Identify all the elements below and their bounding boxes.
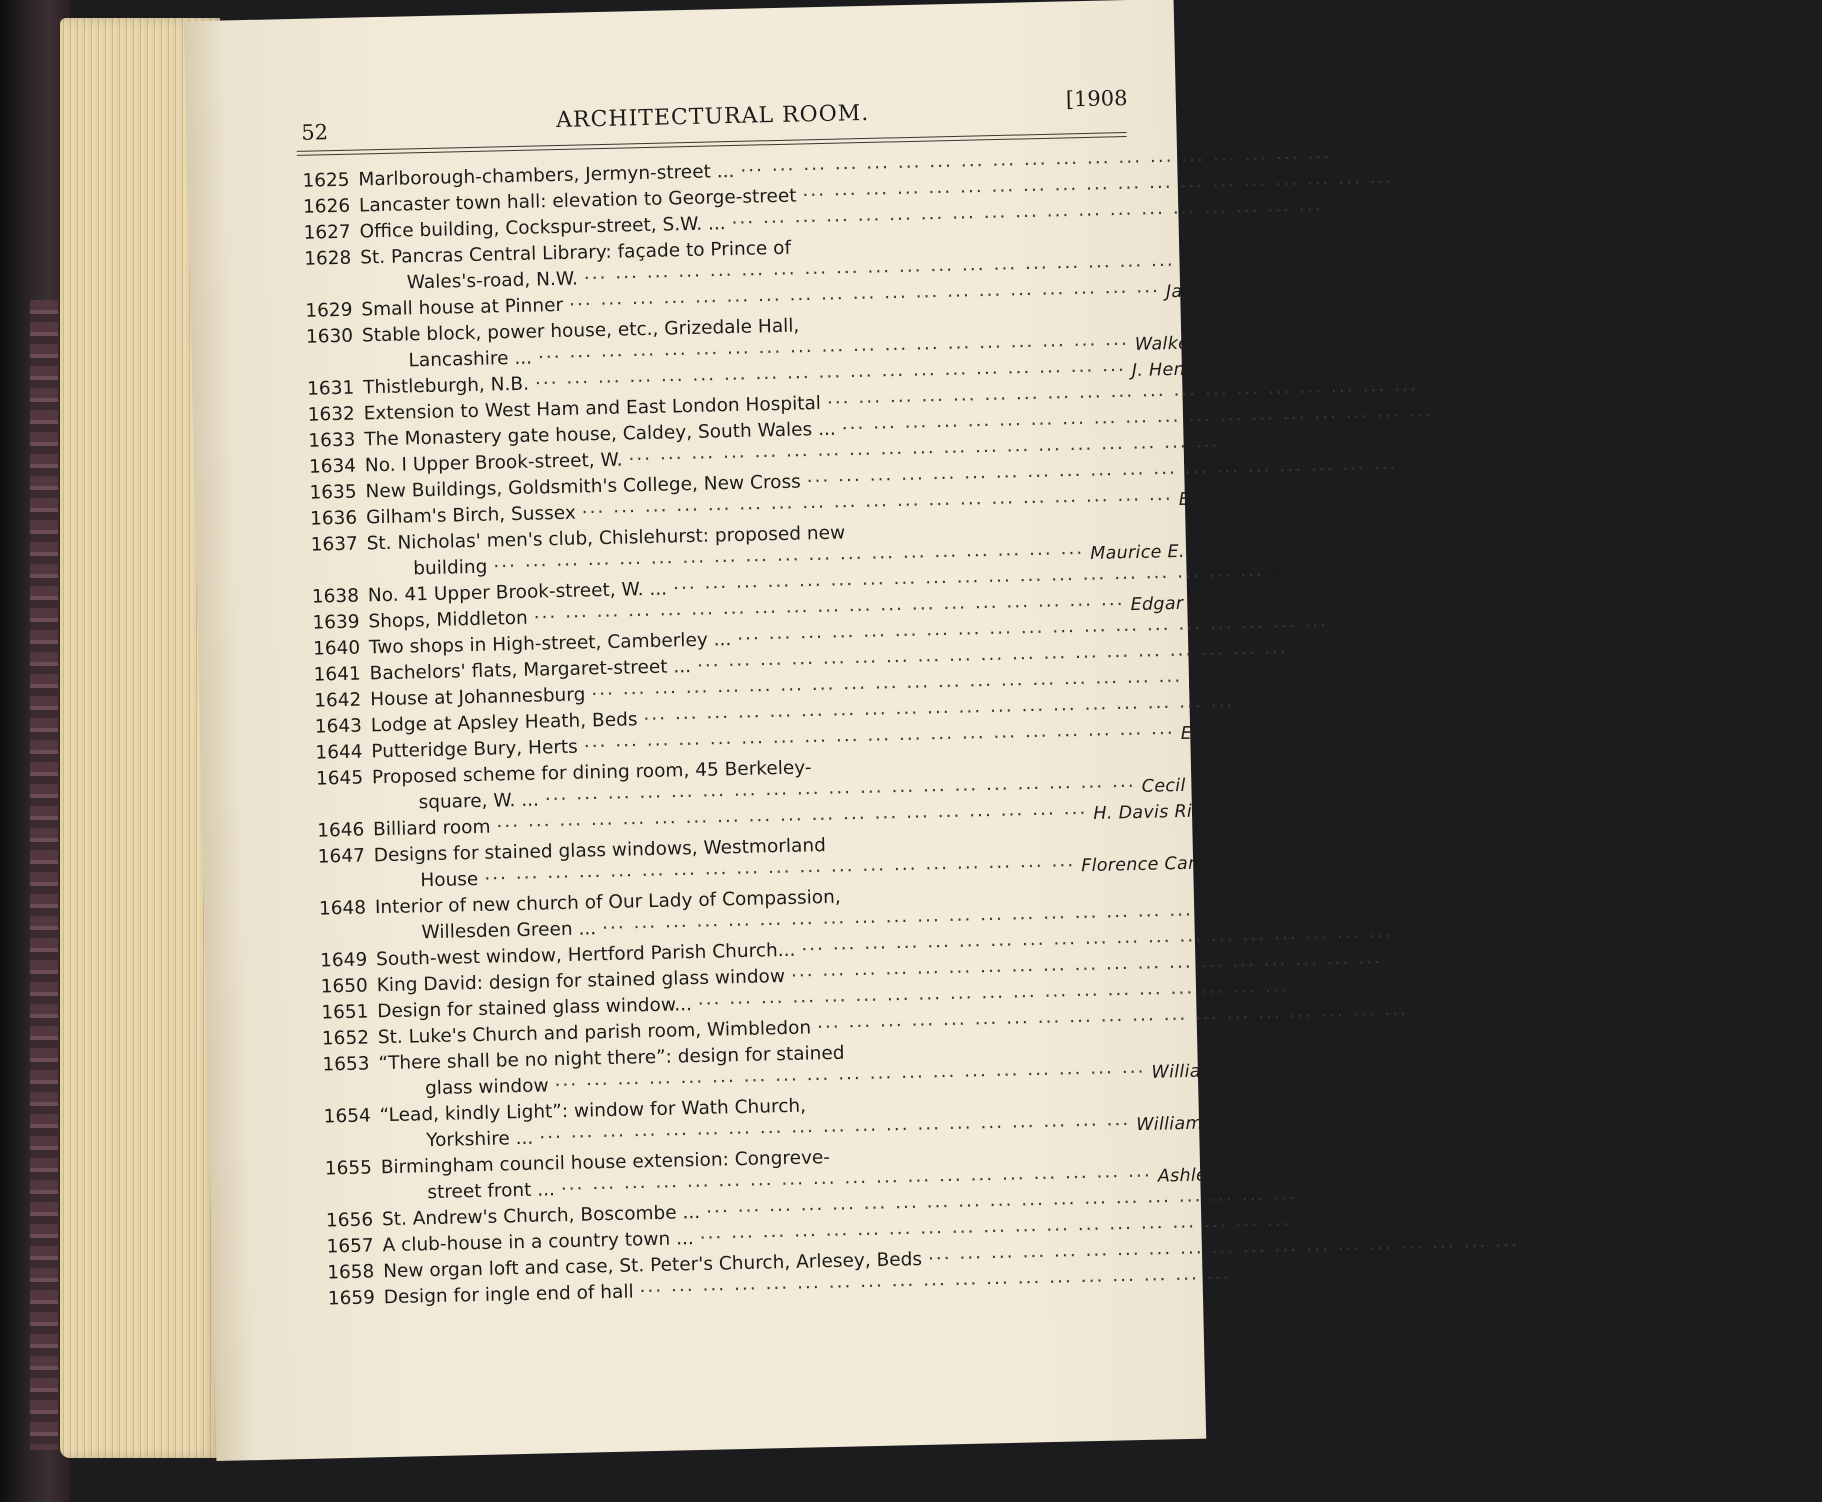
entry-title: square, W. ... (418, 789, 540, 814)
entry-number: 1654 (323, 1105, 372, 1128)
entry-number: 1635 (309, 481, 357, 504)
running-head: ARCHITECTURAL ROOM. (555, 100, 870, 133)
entry-title: Lodge at Apsley Heath, Beds (370, 709, 638, 737)
entry-author: H. Davis Richter (1093, 800, 1240, 824)
entry-title: New organ loft and case, St. Peter's Church, Arlesey, Beds (382, 1248, 923, 1283)
entry-author: Baker and Masey (1187, 668, 1344, 692)
entry-number: 1652 (321, 1027, 370, 1050)
entry-number: 1658 (326, 1261, 375, 1284)
entry-number: 1628 (303, 247, 352, 270)
entry-title: No. I Upper Brook-street, W. (364, 449, 623, 477)
entry-title: Small house at Pinner (361, 294, 564, 321)
entry-number: 1625 (302, 169, 350, 192)
entry-author: William J. Delvin (1198, 902, 1347, 926)
entry-number: 1657 (326, 1235, 374, 1258)
entry-number: 1655 (324, 1157, 373, 1180)
entry-number: 1626 (302, 195, 351, 218)
entry-title: Yorkshire ... (426, 1127, 534, 1152)
entry-title: No. 41 Upper Brook-street, W. ... (367, 578, 668, 607)
entry-title: St. Nicholas' men's club, Chislehurst: proposed new (366, 522, 846, 555)
entry-number: 1647 (317, 845, 366, 868)
entry-title: Gilham's Birch, Sussex (365, 502, 577, 529)
entry-author: H. R. and B. A. Poulter (1333, 611, 1536, 637)
entry-title: South-west window, Hertford Parish Church... (375, 939, 796, 971)
entry-author: Ernest George and Yeates (1180, 718, 1415, 744)
entry-number: 1650 (320, 975, 369, 998)
entry-author: Walker, Carter, and Walker (1134, 329, 1376, 355)
entry-author: Russell and Cooper (1180, 251, 1356, 276)
entry-author: Florence Camm (1080, 853, 1223, 877)
entry-title: Billiard room (372, 816, 491, 841)
entry-number: 1648 (318, 897, 367, 920)
entry-number: 1646 (316, 819, 365, 842)
entry-author: Arthur T. Bolton (1328, 197, 1471, 221)
entry-title: Interior of new church of Our Lady of Compassion, (374, 886, 841, 919)
entry-author: Wimperis and Best (1225, 433, 1396, 457)
entry-number: 1651 (321, 1001, 369, 1024)
entry-number: 1640 (312, 637, 361, 660)
entry-title: glass window (424, 1075, 549, 1100)
entry-author: Alexander Gascoyne (1294, 977, 1481, 1002)
entry-author: Shrigley and Hunt (1398, 923, 1562, 948)
entry-title: St. Andrew's Church, Boscombe ... (381, 1202, 701, 1231)
entry-number: 1653 (322, 1053, 370, 1076)
entry-title: The Monastery gate house, Caldey, South Wales ... (364, 418, 836, 451)
entry-number: 1633 (308, 429, 356, 452)
entry-number: 1656 (325, 1209, 374, 1232)
entry-author: Simpson and Ayrton (1293, 639, 1477, 664)
entry-author: R. Selden Wornum (1269, 562, 1438, 586)
entry-author: T. Geoffry Lucas (1524, 1233, 1671, 1257)
entry-title: Lancashire ... (408, 347, 533, 372)
entry-author: Edgar Wood (1130, 592, 1241, 616)
entry-title: Design for ingle end of hall (383, 1281, 634, 1309)
entry-title: Birmingham council house extension: Congreve- (380, 1147, 831, 1179)
entry-author: J. Henry Sellers (1131, 357, 1270, 381)
entry-author: Percival T. Hildesley (1236, 1264, 1418, 1289)
header-rule (297, 136, 1127, 156)
entry-title: Putteridge Bury, Herts (371, 736, 579, 763)
entry-title: Designs for stained glass windows, Westmorland (373, 835, 827, 867)
entry-number: 1639 (312, 611, 360, 634)
entry-title: “There shall be no night there”: design for stained (378, 1042, 845, 1075)
entry-title: Proposed scheme for dining room, 45 Berkeley- (371, 757, 812, 789)
entry-number: 1641 (313, 663, 361, 686)
entry-number: 1637 (310, 533, 359, 556)
entry-title: King David: design for stained glass window (376, 966, 786, 997)
entry-title: Bachelors' flats, Margaret-street ... (369, 656, 692, 685)
page-number: 52 (301, 120, 329, 145)
header-rule (297, 132, 1127, 152)
entry-author: Cecil G. Hare (1141, 774, 1261, 797)
entry-author: William Glasby (1151, 1059, 1286, 1083)
entry-author: Leslie Mansfield (1296, 1212, 1442, 1236)
entry-number: 1634 (308, 455, 357, 478)
entry-author: The late E. W. Mountford and F. D. Clapham (1399, 163, 1794, 193)
entry-title: St. Luke's Church and parish room, Wimbledon (377, 1017, 812, 1049)
catalogue-list (302, 144, 1794, 1315)
entry-title: building (413, 556, 488, 580)
entry-title: “Lead, kindly Light”: window for Wath Church, (379, 1095, 807, 1127)
entry-author: J. O. Scott, Son, and Miles (1302, 1184, 1536, 1210)
entry-title: Stable block, power house, etc., Grizedale Hall, (361, 315, 800, 347)
entry-number: 1629 (305, 299, 353, 322)
book-page (184, 0, 1794, 1461)
entry-number: 1643 (314, 715, 363, 738)
entry-title: street front ... (427, 1179, 556, 1204)
entry-number: 1636 (309, 507, 358, 530)
entry-author: Ashley and Newman (1157, 1162, 1343, 1187)
entry-author: William Glasby (1135, 1112, 1271, 1136)
entry-title: Office building, Cockspur-street, S.W. ... (359, 213, 726, 243)
entry-number: 1649 (319, 949, 368, 972)
entry-title: Design for stained glass window... (377, 994, 693, 1023)
entry-title: House at Johannesburg (369, 684, 586, 711)
spine-binding (30, 300, 58, 1450)
entry-title: Shops, Middleton (368, 607, 529, 633)
entry-title: A club-house in a country town ... (382, 1228, 694, 1257)
entry-author: J. Coates Carter (1438, 402, 1581, 427)
entry-title: New Buildings, Goldsmith's College, New Cross (365, 471, 801, 503)
entry-number: 1638 (311, 585, 360, 608)
entry-number: 1659 (327, 1287, 376, 1310)
entry-number: 1631 (306, 377, 355, 400)
entry-author: Adams and Holden (1423, 376, 1595, 401)
entry-author: Reginald Blomfield, A. (1403, 454, 1605, 479)
entry-title: Extension to West Ham and East London Hospital (363, 393, 822, 425)
entry-number: 1632 (307, 403, 356, 426)
entry-title: Two shops in High-street, Camberley ... (368, 629, 732, 659)
entry-title: Willesden Green ... (421, 918, 597, 944)
entry-title: St. Pancras Central Library: façade to Prince of (359, 237, 792, 269)
entry-title: Thistleburgh, N.B. (362, 373, 530, 399)
entry-number: 1630 (305, 325, 354, 348)
entry-number: 1644 (315, 741, 363, 764)
entry-author: James J. L. Naylor (1165, 278, 1325, 303)
entry-author: E. J. May (1178, 488, 1257, 510)
entry-author: Maurice E. Webb (1090, 540, 1243, 564)
entry-number: 1627 (303, 221, 351, 244)
entry-title: Marlborough-chambers, Jermyn-street ... (358, 160, 735, 191)
entry-author: George Parlby (1387, 950, 1517, 974)
entry-number: 1645 (315, 767, 364, 790)
entry-title: Lancaster town hall: elevation to George-street (358, 185, 797, 217)
entry-author: Reginald Morphew (1337, 144, 1505, 169)
year-mark: [1908 (1065, 86, 1128, 112)
entry-title: Wales's-road, N.W. (406, 268, 579, 294)
entry-number: 1642 (314, 689, 362, 712)
page-header (186, 79, 1177, 151)
entry-author: T. G. Jackson, R.A. (1413, 1001, 1578, 1025)
entry-author: Adams and Holden (1240, 692, 1412, 717)
entry-title: House (420, 868, 479, 892)
